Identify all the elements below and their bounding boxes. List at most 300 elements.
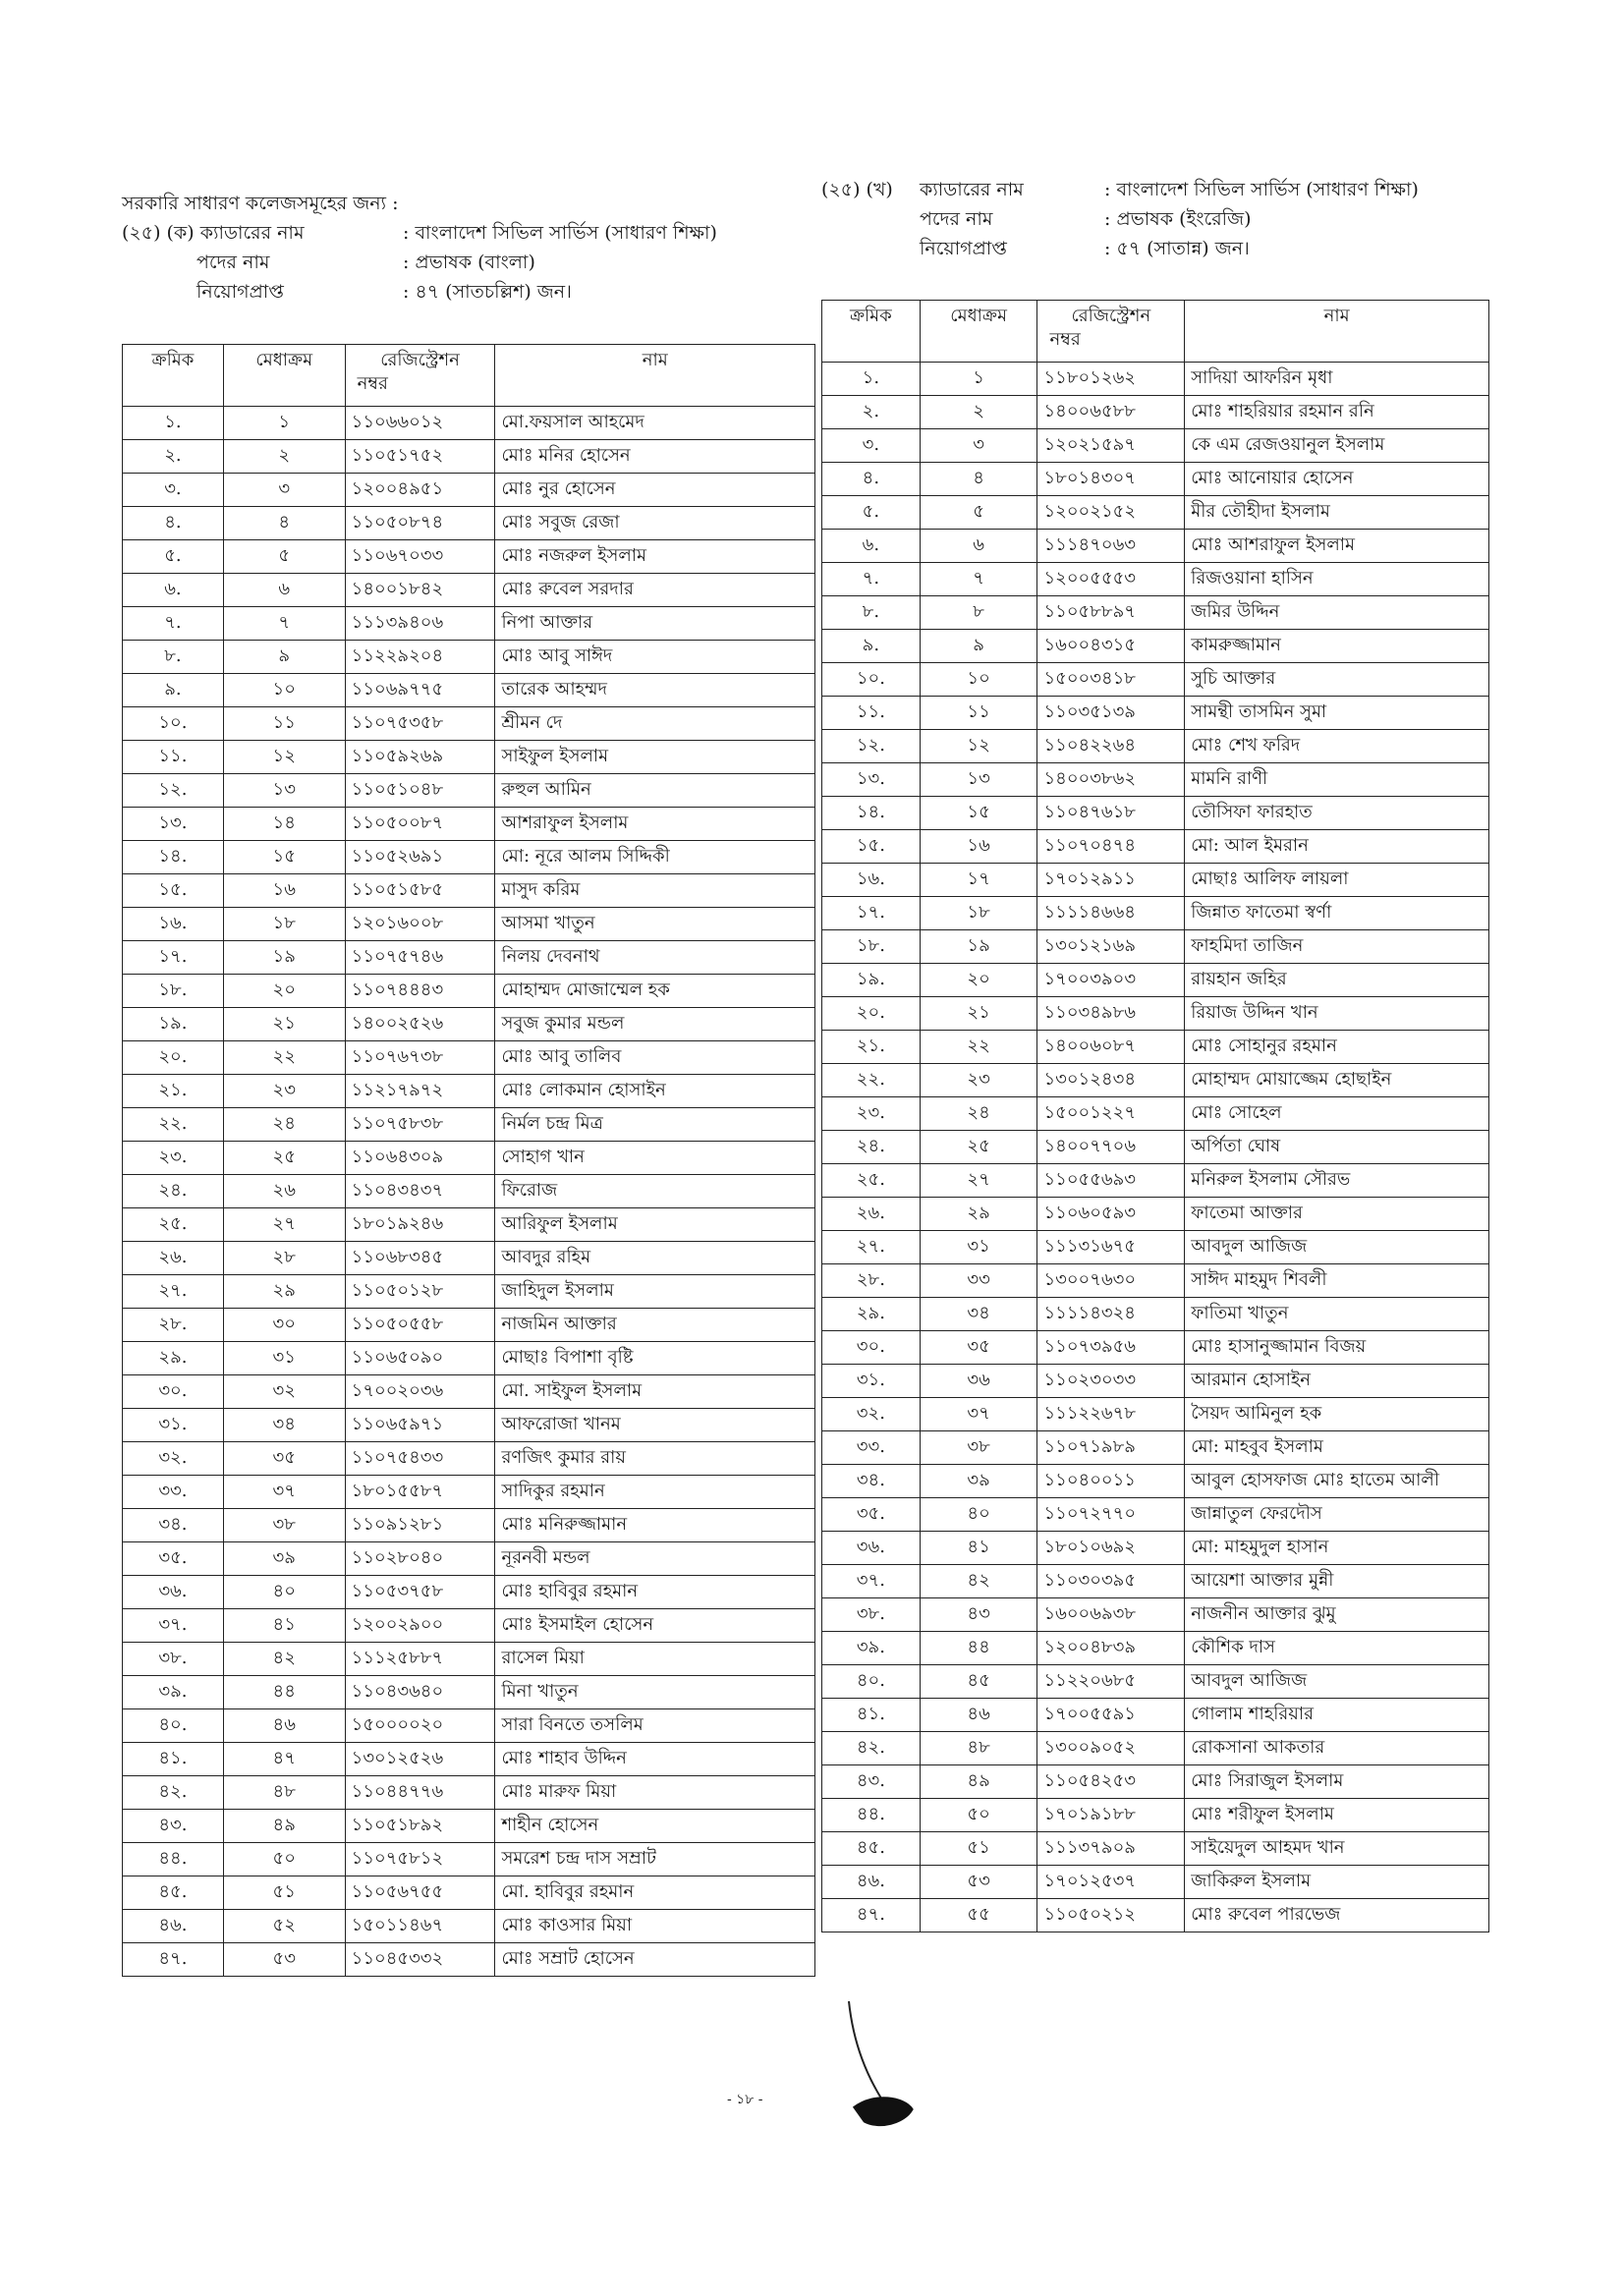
registration-cell: ১১১৩৯৪০৬: [345, 607, 495, 641]
serial-cell: ৩৯.: [822, 1632, 921, 1665]
table-row: [123, 1208, 815, 1242]
registration-cell: ১১০৫০৮৭৪: [345, 507, 495, 540]
merit-cell: ৩৬: [920, 1365, 1037, 1398]
name-cell: রণজিৎ কুমার রায়: [495, 1442, 815, 1476]
table-row: [822, 1431, 1489, 1465]
name-cell: মোঃ শাহাব উদ্দিন: [495, 1743, 815, 1776]
registration-cell: ১১০৭৩৯৫৬: [1037, 1331, 1185, 1365]
serial-cell: ৩.: [822, 429, 921, 463]
merit-cell: ৩: [223, 474, 345, 507]
name-cell: মোঃ সবুজ রেজা: [495, 507, 815, 540]
serial-cell: ৪৭.: [822, 1899, 921, 1932]
table-row: [123, 975, 815, 1008]
name-cell: ফাতিমা খাতুন: [1185, 1298, 1489, 1331]
merit-cell: ৩১: [223, 1342, 345, 1375]
table-row: [822, 1565, 1489, 1598]
merit-cell: ১৫: [920, 797, 1037, 830]
left-count-label: নিয়োগপ্রাপ্ত: [196, 281, 284, 303]
registration-cell: ১২০০৪৯৫১: [345, 474, 495, 507]
name-cell: তৌসিফা ফারহাত: [1185, 797, 1489, 830]
registration-cell: ১১০৩০৩৯৫: [1037, 1565, 1185, 1598]
registration-cell: ১১০৭৫৮১২: [345, 1843, 495, 1876]
table-row: [123, 1843, 815, 1876]
registration-cell: ১১১১৪৬৬৪: [1037, 897, 1185, 930]
registration-cell: ১১০৫৮৮৯৭: [1037, 596, 1185, 630]
table-row: [123, 1041, 815, 1075]
merit-cell: ১১: [223, 707, 345, 741]
serial-cell: ৪৪.: [822, 1799, 921, 1832]
merit-cell: ৩৩: [920, 1264, 1037, 1298]
serial-cell: ২৯.: [822, 1298, 921, 1331]
table-row: [123, 1476, 815, 1509]
merit-cell: ৩৪: [223, 1409, 345, 1442]
registration-cell: ১৪০০১৮৪২: [345, 574, 495, 607]
serial-cell: ২৮.: [822, 1264, 921, 1298]
table-row: [822, 1097, 1489, 1131]
merit-cell: ৪: [920, 463, 1037, 496]
serial-cell: ১৮.: [822, 930, 921, 964]
table-row: [123, 1108, 815, 1142]
table-row: [822, 1331, 1489, 1365]
serial-cell: ৩৭.: [822, 1565, 921, 1598]
table-row: [123, 1142, 815, 1175]
registration-cell: ১৫০০১২২৭: [1037, 1097, 1185, 1131]
table-row: [123, 641, 815, 674]
col-registration: [345, 345, 495, 407]
name-cell: মো. সাইফুল ইসলাম: [495, 1375, 815, 1409]
serial-cell: ৩৫.: [822, 1498, 921, 1532]
merit-cell: ৫: [920, 496, 1037, 530]
registration-cell: ১৬০০৪৩১৫: [1037, 630, 1185, 663]
table-row: [123, 808, 815, 841]
name-cell: মোছাঃ আলিফ লায়লা: [1185, 864, 1489, 897]
merit-cell: ২৫: [223, 1142, 345, 1175]
registration-cell: ১১০৪২২৬৪: [1037, 730, 1185, 763]
registration-cell: ১১০৪৪৭৭৬: [345, 1776, 495, 1810]
serial-cell: ২৩.: [822, 1097, 921, 1131]
name-cell: জমির উদ্দিন: [1185, 596, 1489, 630]
serial-cell: ১৪.: [123, 841, 224, 874]
merit-cell: ৩৪: [920, 1298, 1037, 1331]
merit-cell: ৫০: [223, 1843, 345, 1876]
registration-cell: ১৭০১৯১৮৮: [1037, 1799, 1185, 1832]
name-cell: মোছাঃ বিপাশা বৃষ্টি: [495, 1342, 815, 1375]
merit-cell: ৪১: [223, 1609, 345, 1643]
merit-cell: ২৪: [223, 1108, 345, 1142]
table-row: [822, 1365, 1489, 1398]
table-row: [123, 1743, 815, 1776]
name-cell: সামন্থী তাসমিন সুমা: [1185, 697, 1489, 730]
name-cell: মোঃ হাসানুজ্জামান বিজয়: [1185, 1331, 1489, 1365]
merit-cell: ৪৬: [920, 1699, 1037, 1732]
table-row: [123, 941, 815, 975]
serial-cell: ১৮.: [123, 975, 224, 1008]
registration-cell: ১৫০০৩৪১৮: [1037, 663, 1185, 697]
merit-cell: ৯: [920, 630, 1037, 663]
serial-cell: ৩৩.: [822, 1431, 921, 1465]
serial-cell: ৪৬.: [123, 1910, 224, 1943]
table-row: [822, 964, 1489, 997]
table-row: [123, 507, 815, 540]
merit-cell: ২৬: [223, 1175, 345, 1208]
name-cell: মোঃ রুবেল পারভেজ: [1185, 1899, 1489, 1932]
serial-cell: ২০.: [123, 1041, 224, 1075]
registration-cell: ১২০২১৫৯৭: [1037, 429, 1185, 463]
registration-cell: ১১০৬০৫৯৩: [1037, 1198, 1185, 1231]
registration-cell: ১১০৭৫৪৩৩: [345, 1442, 495, 1476]
merit-cell: ৩৫: [223, 1442, 345, 1476]
serial-cell: ৪২.: [822, 1732, 921, 1765]
merit-cell: ৪০: [223, 1576, 345, 1609]
table-row: [123, 1175, 815, 1208]
signature-mark: [835, 1999, 924, 2137]
name-cell: আবদুল আজিজ: [1185, 1231, 1489, 1264]
merit-cell: ৪৯: [223, 1810, 345, 1843]
name-cell: মো.ফয়সাল আহমেদ: [495, 407, 815, 440]
serial-cell: ৫.: [123, 540, 224, 574]
name-cell: জাকিরুল ইসলাম: [1185, 1866, 1489, 1899]
merit-cell: ৪২: [920, 1565, 1037, 1598]
table-row: [123, 1709, 815, 1743]
serial-cell: ৩৮.: [123, 1643, 224, 1676]
col-serial: ক্রমিক: [822, 301, 921, 363]
name-cell: মো: আল ইমরান: [1185, 830, 1489, 864]
right-post-value: : প্রভাষক (ইংরেজি): [1104, 208, 1252, 230]
merit-cell: ৫৩: [223, 1943, 345, 1977]
name-cell: মোঃ শাহরিয়ার রহমান রনি: [1185, 396, 1489, 429]
name-cell: মোঃ আবু তালিব: [495, 1041, 815, 1075]
table-row: [822, 1465, 1489, 1498]
serial-cell: ৩১.: [822, 1365, 921, 1398]
registration-cell: ১১০৭৫৩৫৮: [345, 707, 495, 741]
serial-cell: ৪০.: [123, 1709, 224, 1743]
serial-cell: ৪১.: [123, 1743, 224, 1776]
registration-cell: ১১০৭৫৭৪৬: [345, 941, 495, 975]
registration-cell: ১৪০০৬০৮৭: [1037, 1031, 1185, 1064]
name-cell: সাইয়েদুল আহমদ খান: [1185, 1832, 1489, 1866]
merit-cell: ৪৫: [920, 1665, 1037, 1699]
table-row: [822, 1699, 1489, 1732]
merit-cell: ৩৭: [223, 1476, 345, 1509]
serial-cell: ৩৪.: [822, 1465, 921, 1498]
name-cell: মোহাম্মদ মোয়াজ্জেম হোছাইন: [1185, 1064, 1489, 1097]
serial-cell: ৮.: [822, 596, 921, 630]
left-count-row: [122, 277, 717, 307]
merit-cell: ৪৮: [920, 1732, 1037, 1765]
merit-cell: ২১: [920, 997, 1037, 1031]
name-cell: নিপা আক্তার: [495, 607, 815, 641]
table-row: [123, 707, 815, 741]
name-cell: কৌশিক দাস: [1185, 1632, 1489, 1665]
left-post-value: : প্রভাষক (বাংলা): [403, 252, 535, 273]
registration-cell: ১৩০১২১৬৯: [1037, 930, 1185, 964]
name-cell: আসমা খাতুন: [495, 908, 815, 941]
right-result-table: [821, 300, 1489, 1932]
serial-cell: ২৯.: [123, 1342, 224, 1375]
registration-cell: ১৩০০৯০৫২: [1037, 1732, 1185, 1765]
registration-cell: ১১০২৩০৩৩: [1037, 1365, 1185, 1398]
table-row: [822, 1732, 1489, 1765]
merit-cell: ২: [223, 440, 345, 474]
name-cell: মো: মাহমুদুল হাসান: [1185, 1532, 1489, 1565]
name-cell: নাজনীন আক্তার ঝুমু: [1185, 1598, 1489, 1632]
left-table-header: [123, 345, 815, 407]
merit-cell: ৪৮: [223, 1776, 345, 1810]
registration-cell: ১৫০১১৪৬৭: [345, 1910, 495, 1943]
name-cell: ফিরোজ: [495, 1175, 815, 1208]
serial-cell: ২.: [822, 396, 921, 429]
merit-cell: ৪৪: [223, 1676, 345, 1709]
table-row: [822, 830, 1489, 864]
registration-cell: ১৮০১০৬৯২: [1037, 1532, 1185, 1565]
name-cell: সুচি আক্তার: [1185, 663, 1489, 697]
name-cell: রাসেল মিয়া: [495, 1643, 815, 1676]
merit-cell: ৩৯: [223, 1542, 345, 1576]
registration-cell: ১৭০০২০৩৬: [345, 1375, 495, 1409]
name-cell: আরিফুল ইসলাম: [495, 1208, 815, 1242]
name-cell: ফাতেমা আক্তার: [1185, 1198, 1489, 1231]
serial-cell: ১৪.: [822, 797, 921, 830]
name-cell: মোঃ সোহেল: [1185, 1097, 1489, 1131]
registration-cell: ১১০৪৫৩৩২: [345, 1943, 495, 1977]
registration-cell: ১১০৬৯৭৭৫: [345, 674, 495, 707]
table-row: [123, 908, 815, 941]
table-row: [822, 763, 1489, 797]
merit-cell: ৭: [223, 607, 345, 641]
merit-cell: ১৮: [920, 897, 1037, 930]
registration-cell: ১১০৭৫৮৩৮: [345, 1108, 495, 1142]
merit-cell: ৪: [223, 507, 345, 540]
table-row: [822, 1264, 1489, 1298]
registration-cell: ১২০০৫৫৫৩: [1037, 563, 1185, 596]
name-cell: জান্নাতুল ফেরদৌস: [1185, 1498, 1489, 1532]
registration-cell: ১১০৩৪৯৮৬: [1037, 997, 1185, 1031]
serial-cell: ২১.: [123, 1075, 224, 1108]
name-cell: মোঃ শরীফুল ইসলাম: [1185, 1799, 1489, 1832]
table-row: [822, 1632, 1489, 1665]
name-cell: মোঃ রুবেল সরদার: [495, 574, 815, 607]
merit-cell: ২০: [223, 975, 345, 1008]
serial-cell: ৩৫.: [123, 1542, 224, 1576]
registration-cell: ১২০০৪৮৩৯: [1037, 1632, 1185, 1665]
merit-cell: ২৯: [920, 1198, 1037, 1231]
serial-cell: ২.: [123, 440, 224, 474]
registration-cell: ১৩০১২৫২৬: [345, 1743, 495, 1776]
table-row: [822, 530, 1489, 563]
serial-cell: ২৮.: [123, 1309, 224, 1342]
table-row: [123, 1943, 815, 1977]
name-cell: মামনি রাণী: [1185, 763, 1489, 797]
serial-cell: ৬.: [822, 530, 921, 563]
name-cell: মোহাম্মদ মোজাম্মেল হক: [495, 975, 815, 1008]
col-merit: মেধাক্রম: [920, 301, 1037, 363]
name-cell: আরমান হোসাইন: [1185, 1365, 1489, 1398]
registration-cell: ১১০৬৮৩৪৫: [345, 1242, 495, 1275]
serial-cell: ১৯.: [123, 1008, 224, 1041]
registration-cell: ১১০৫৪২৫৩: [1037, 1765, 1185, 1799]
merit-cell: ৩১: [920, 1231, 1037, 1264]
registration-cell: ১১০৫৫৬৯৩: [1037, 1164, 1185, 1198]
left-cadre-value: : বাংলাদেশ সিভিল সার্ভিস (সাধারণ শিক্ষা): [403, 222, 717, 244]
name-cell: সারা বিনতে তসলিম: [495, 1709, 815, 1743]
table-row: [123, 474, 815, 507]
name-cell: আবদুর রহিম: [495, 1242, 815, 1275]
name-cell: নির্মল চন্দ্র মিত্র: [495, 1108, 815, 1142]
merit-cell: ৬: [920, 530, 1037, 563]
registration-cell: ১১০৭৪৪৪৩: [345, 975, 495, 1008]
merit-cell: ১২: [223, 741, 345, 774]
name-cell: মোঃ আনোয়ার হোসেন: [1185, 463, 1489, 496]
name-cell: মোঃ আবু সাঈদ: [495, 641, 815, 674]
table-row: [123, 741, 815, 774]
serial-cell: ৪৭.: [123, 1943, 224, 1977]
table-row: [822, 1866, 1489, 1899]
name-cell: মাসুদ করিম: [495, 874, 815, 908]
table-row: [822, 1198, 1489, 1231]
name-cell: আশরাফুল ইসলাম: [495, 808, 815, 841]
table-row: [822, 429, 1489, 463]
merit-cell: ৩৯: [920, 1465, 1037, 1498]
merit-cell: ৪৬: [223, 1709, 345, 1743]
registration-cell: ১১০৬৬০১২: [345, 407, 495, 440]
name-cell: নূরনবী মন্ডল: [495, 1542, 815, 1576]
table-row: [123, 1375, 815, 1409]
registration-cell: ১৩০০৭৬৩০: [1037, 1264, 1185, 1298]
right-header: [821, 175, 1419, 263]
serial-cell: ১.: [123, 407, 224, 440]
registration-cell: ১৭০১২৯১১: [1037, 864, 1185, 897]
merit-cell: ২৮: [223, 1242, 345, 1275]
serial-cell: ২৪.: [123, 1175, 224, 1208]
merit-cell: ৩৮: [223, 1509, 345, 1542]
merit-cell: ৫৩: [920, 1866, 1037, 1899]
col-name: নাম: [495, 345, 815, 407]
registration-cell: ১১১২২৬৭৮: [1037, 1398, 1185, 1431]
merit-cell: ২০: [920, 964, 1037, 997]
registration-cell: ১৫০০০০২০: [345, 1709, 495, 1743]
right-post-label: পদের নাম: [920, 208, 993, 230]
name-cell: মোঃ আশরাফুল ইসলাম: [1185, 530, 1489, 563]
serial-cell: ২৩.: [123, 1142, 224, 1175]
serial-cell: ৫.: [822, 496, 921, 530]
left-post-label: পদের নাম: [196, 252, 270, 273]
registration-cell: ১১০৭৬৭৩৮: [345, 1041, 495, 1075]
name-cell: নাজমিন আক্তার: [495, 1309, 815, 1342]
registration-cell: ১৮০১৯২৪৬: [345, 1208, 495, 1242]
col-registration-line1: রেজিস্ট্রেশন: [1071, 306, 1151, 326]
name-cell: সমরেশ চন্দ্র দাস সম্রাট: [495, 1843, 815, 1876]
merit-cell: ২২: [920, 1031, 1037, 1064]
merit-cell: ২৯: [223, 1275, 345, 1309]
registration-cell: ১১১৩৭৯০৯: [1037, 1832, 1185, 1866]
col-name: নাম: [1185, 301, 1489, 363]
name-cell: মোঃ মনিরুজ্জামান: [495, 1509, 815, 1542]
registration-cell: ১১০৫০০৮৭: [345, 808, 495, 841]
table-row: [822, 1131, 1489, 1164]
name-cell: মীর তৌহীদা ইসলাম: [1185, 496, 1489, 530]
merit-cell: ৩০: [223, 1309, 345, 1342]
name-cell: আবদুল আজিজ: [1185, 1665, 1489, 1699]
name-cell: সবুজ কুমার মন্ডল: [495, 1008, 815, 1041]
table-row: [123, 1509, 815, 1542]
serial-cell: ৩১.: [123, 1409, 224, 1442]
merit-cell: ৩৮: [920, 1431, 1037, 1465]
table-row: [822, 563, 1489, 596]
serial-cell: ১৭.: [123, 941, 224, 975]
table-row: [822, 997, 1489, 1031]
table-row: [123, 1676, 815, 1709]
registration-cell: ১১২২০৬৮৫: [1037, 1665, 1185, 1699]
registration-cell: ১১০৫১৫৮৫: [345, 874, 495, 908]
serial-cell: ৪৪.: [123, 1843, 224, 1876]
table-row: [123, 1643, 815, 1676]
serial-cell: ৩৩.: [123, 1476, 224, 1509]
serial-cell: ৮.: [123, 641, 224, 674]
serial-cell: ১০.: [822, 663, 921, 697]
table-row: [822, 1164, 1489, 1198]
name-cell: ফাহমিদা তাজিন: [1185, 930, 1489, 964]
table-row: [822, 596, 1489, 630]
right-count-value: : ৫৭ (সাতান্ন) জন।: [1104, 238, 1250, 259]
col-serial: ক্রমিক: [123, 345, 224, 407]
merit-cell: ৪৯: [920, 1765, 1037, 1799]
serial-cell: ৪৫.: [822, 1832, 921, 1866]
serial-cell: ৩০.: [822, 1331, 921, 1365]
serial-cell: ১৬.: [822, 864, 921, 897]
registration-cell: ১৬০০৬৯৩৮: [1037, 1598, 1185, 1632]
table-row: [822, 663, 1489, 697]
right-code: (২৫) (খ): [821, 179, 893, 200]
table-row: [123, 1876, 815, 1910]
col-registration: [1037, 301, 1185, 363]
table-row: [123, 841, 815, 874]
registration-cell: ১২০০২৯০০: [345, 1609, 495, 1643]
name-cell: নিলয় দেবনাথ: [495, 941, 815, 975]
serial-cell: ৪১.: [822, 1699, 921, 1732]
name-cell: আবুল হোসফাজ মোঃ হাতেম আলী: [1185, 1465, 1489, 1498]
left-result-table: [122, 344, 815, 1977]
name-cell: মোঃ সিরাজুল ইসলাম: [1185, 1765, 1489, 1799]
merit-cell: ১৩: [223, 774, 345, 808]
registration-cell: ১১০৫২৬৯১: [345, 841, 495, 874]
serial-cell: ১.: [822, 363, 921, 396]
table-row: [123, 407, 815, 440]
table-row: [123, 874, 815, 908]
table-row: [822, 463, 1489, 496]
registration-cell: ১১০৪০০১১: [1037, 1465, 1185, 1498]
serial-cell: ৩৬.: [123, 1576, 224, 1609]
table-row: [822, 1799, 1489, 1832]
registration-cell: ১২০১৬০০৮: [345, 908, 495, 941]
registration-cell: ১৩০১২৪৩৪: [1037, 1064, 1185, 1097]
right-cadre-value: : বাংলাদেশ সিভিল সার্ভিস (সাধারণ শিক্ষা): [1104, 179, 1419, 200]
registration-cell: ১১০৫৯২৬৯: [345, 741, 495, 774]
left-cadre-row: [122, 218, 717, 248]
table-row: [822, 1231, 1489, 1264]
merit-cell: ১২: [920, 730, 1037, 763]
table-row: [822, 897, 1489, 930]
serial-cell: ৪.: [123, 507, 224, 540]
name-cell: আয়েশা আক্তার মুন্নী: [1185, 1565, 1489, 1598]
registration-cell: ১২০০২১৫২: [1037, 496, 1185, 530]
merit-cell: ১৯: [223, 941, 345, 975]
serial-cell: ৩.: [123, 474, 224, 507]
table-row: [123, 1275, 815, 1309]
merit-cell: ৪১: [920, 1532, 1037, 1565]
table-row: [123, 1910, 815, 1943]
table-row: [822, 1832, 1489, 1866]
table-row: [822, 797, 1489, 830]
